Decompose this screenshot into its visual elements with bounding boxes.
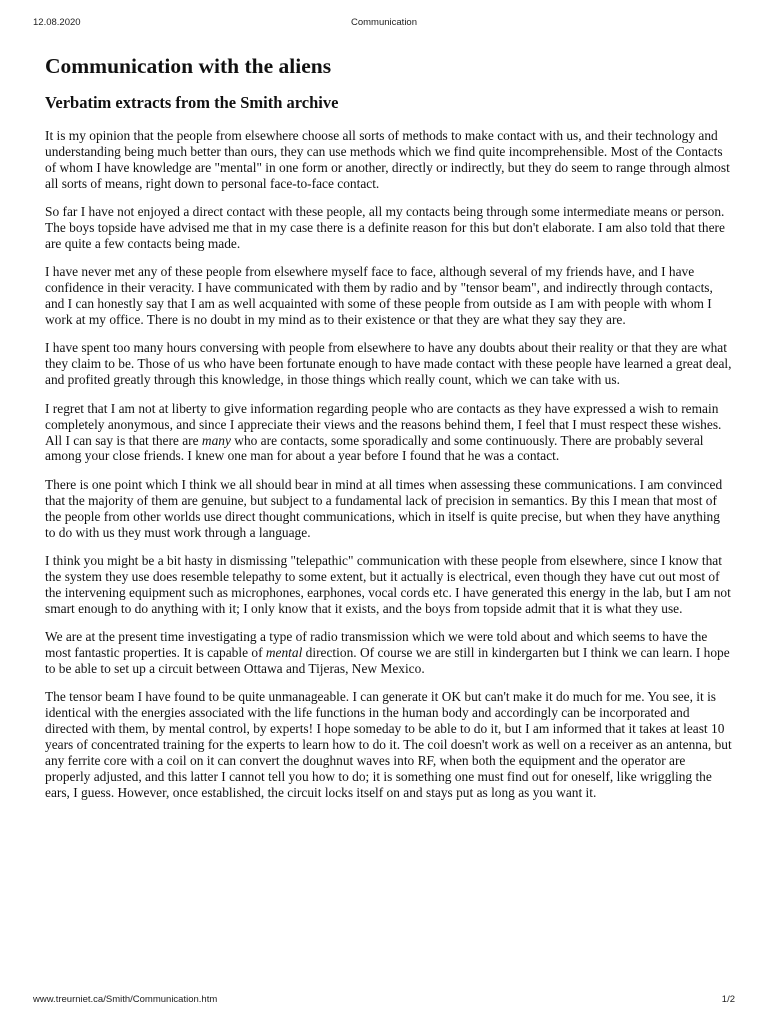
paragraph-3: I have never met any of these people from elsewhere myself face to face, although several of my friends have, and I have confidence in their veracity. I have communicated with them by radio and by "tensor beam", and indirectly through contacts, and I can honestly say that I am as well acquainted with some of these people from outside as I am with people with whom I work at my office. There is no doubt in my mind as to their existence or that they are what they say they are.: [45, 264, 713, 328]
page-number: 1/2: [721, 994, 735, 1005]
print-date: 12.08.2020: [33, 17, 81, 28]
paragraph-1: It is my opinion that the people from elsewhere choose all sorts of methods to make contact with us, and their technology and understanding being much better than ours, they can use methods which we find quite incomprehensible. Most of the Contacts of whom I have knowledge are "mental" in one form or another, directly or indirectly, but they do seem to range through almost all sorts of means, right down to personal face-to-face contact.: [45, 128, 730, 191]
article: [45, 52, 733, 813]
page-title: Communication with the aliens: [45, 54, 332, 78]
paragraph-5-part-a: I regret that I am not at liberty to give information regarding people who are contacts as they have expressed a wish to remain completely anonymous, and since I appreciate their views and the reasons behind them, I feel that I must respect these wishes. All I can say is that there are: [45, 400, 722, 448]
paragraph-8: [45, 629, 733, 677]
emphasis-mental: mental: [265, 644, 303, 660]
print-title: Communication: [351, 17, 417, 28]
paragraph-5: [45, 401, 733, 465]
paragraph-4: I have spent too many hours conversing with people from elsewhere to have any doubts about their reality or that they are what they claim to be. Those of us who have been fortunate enough to have made contact with these people have learned a great deal, and profited greatly through this knowledge, in those things which really count, which we can take with us.: [45, 340, 732, 388]
article-body: [45, 128, 733, 801]
paragraph-8-part-b: direction. Of course we are still in kindergarten but I think we can learn. I hope to be able to set up a circuit between Ottawa and Tijeras, New Mexico.: [45, 644, 730, 676]
paragraph-9: The tensor beam I have found to be quite unmanageable. I can generate it OK but can't make it do much for me. You see, it is identical with the energies associated with the life functions in the human body and accordingly can be incorporated and directed with them, by mental control, by experts! I hope someday to be able to do it, but I am informed that it takes at least 10 years of concentrated training for the experts to learn how to do it. The coil doesn't work as well on a receiver as an antenna, but any ferrite core with a coil on it can convert the doughnut waves into RF, when both the equipment and the operator are properly adjusted, and this latter I cannot tell you how to do; it is something one must find out for oneself, like wriggling the ears, I guess. However, once established, the circuit locks itself on and stays put as long as you want it.: [45, 689, 732, 800]
page-url: www.treurniet.ca/Smith/Communication.htm: [33, 994, 218, 1005]
paragraph-6: There is one point which I think we all should bear in mind at all times when assessing these communications. I am convinced that the majority of them are genuine, but subject to a fundamental lack of precision in semantics. By this I mean that most of the people from other worlds use direct thought communications, which in itself is quite precise, but when they have anything to do with us they must work through a language.: [45, 476, 723, 540]
paragraph-7: I think you might be a bit hasty in dismissing "telepathic" communication with these people from elsewhere, since I know that the system they use does resemble telepathy to some extent, but it actually is electrical, even though they have cut out most of the intervening equipment such as microphones, earphones, vocal cords etc. I have generated this energy in the lab, but I am not smart enough to do anything with it; I only know that it exists, and the boys from topside admit that it is what they use.: [45, 552, 731, 616]
print-footer: [0, 994, 768, 1008]
print-header: [0, 17, 768, 31]
paragraph-5-part-b: who are contacts, some sporadically and some continuously. There are probably several among your close friends. I knew one man for about a year before I found that he was a contact.: [45, 432, 704, 464]
paragraph-8-part-a: We are at the present time investigating a type of radio transmission which we were told about and which seems to have the most fantastic properties. It is capable of: [45, 629, 708, 660]
paragraph-2: So far I have not enjoyed a direct contact with these people, all my contacts being through some intermediate means or person. The boys topside have advised me that in my case there is a definite reason for this but don't elaborate. I am also told that there are quite a few contacts being made.: [45, 204, 725, 251]
emphasis-many: many: [201, 432, 231, 448]
page-subtitle: Verbatim extracts from the Smith archive: [45, 93, 339, 112]
